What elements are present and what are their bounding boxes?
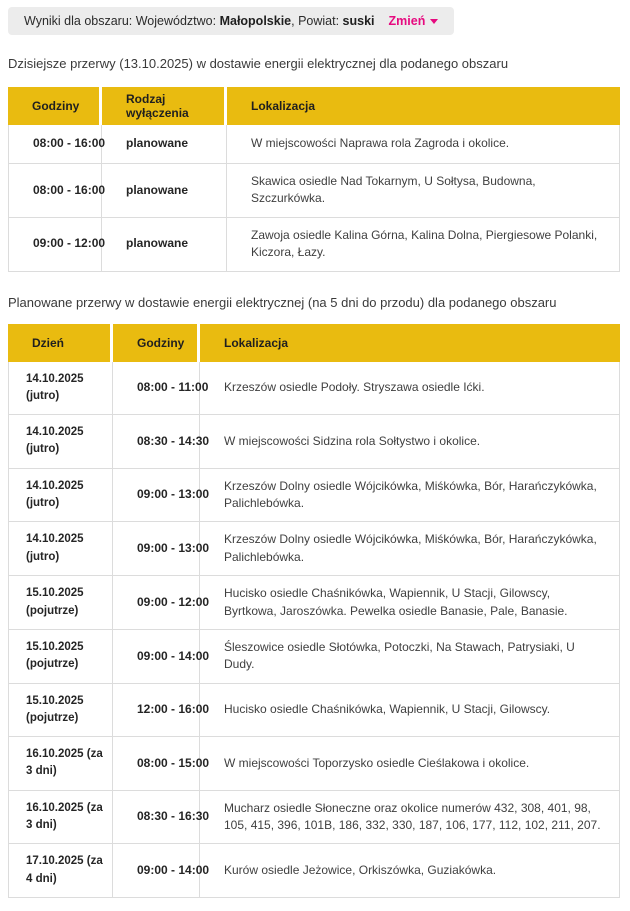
table-row — [8, 684, 620, 738]
cell-hours: 08:00 - 11:00 — [113, 362, 200, 416]
table-row — [8, 218, 620, 272]
cell-outage-type: planowane — [102, 125, 227, 164]
cell-hours: 08:30 - 16:30 — [113, 791, 200, 845]
table-row — [8, 630, 620, 684]
cell-hours: 08:00 - 16:00 — [8, 125, 102, 164]
cell-location: W miejscowości Toporzysko osiedle Cieślakowa i okolice. — [200, 737, 620, 791]
cell-day: 14.10.2025 (jutro) — [8, 362, 113, 416]
change-area-label: Zmień — [388, 14, 426, 28]
cell-day: 14.10.2025 (jutro) — [8, 522, 113, 576]
area-results-bar — [8, 7, 454, 35]
cell-hours: 08:00 - 15:00 — [113, 737, 200, 791]
cell-location: Krzeszów Dolny osiedle Wójcikówka, Miśkówka, Bór, Harańczykówka, Palichlebówka. — [200, 469, 620, 523]
area-bar-text: Wyniki dla obszaru: Województwo: Małopolskie, Powiat: suski — [24, 14, 375, 28]
table-row — [8, 362, 620, 416]
cell-hours: 09:00 - 12:00 — [113, 576, 200, 630]
cell-day: 15.10.2025 (pojutrze) — [8, 576, 113, 630]
table-row — [8, 737, 620, 791]
cell-hours: 09:00 - 12:00 — [8, 218, 102, 272]
today-section-title: Dzisiejsze przerwy (13.10.2025) w dostawie energii elektrycznej dla podanego obszaru — [8, 56, 509, 71]
cell-location: W miejscowości Sidzina rola Sołtystwo i okolice. — [200, 415, 620, 469]
today-table-body — [8, 125, 620, 272]
table-row — [8, 576, 620, 630]
change-area-link[interactable] — [389, 14, 439, 28]
cell-day: 17.10.2025 (za 4 dni) — [8, 844, 113, 898]
cell-location: Śleszowice osiedle Słotówka, Potoczki, Na Stawach, Patrysiaki, U Dudy. — [200, 630, 620, 684]
cell-day: 15.10.2025 (pojutrze) — [8, 630, 113, 684]
table-row — [8, 844, 620, 898]
today-outages-table — [8, 87, 620, 272]
chevron-down-icon — [430, 19, 438, 24]
cell-outage-type: planowane — [102, 218, 227, 272]
cell-hours: 09:00 - 13:00 — [113, 522, 200, 576]
planned-section-title: Planowane przerwy w dostawie energii elektrycznej (na 5 dni do przodu) dla podanego obszaru — [8, 294, 557, 310]
county-value: suski — [342, 14, 375, 28]
cell-hours: 08:00 - 16:00 — [8, 164, 102, 218]
cell-location: Zawoja osiedle Kalina Górna, Kalina Dolna, Piergiesowe Polanki, Kiczora, Łazy. — [227, 218, 620, 272]
cell-hours: 12:00 - 16:00 — [113, 684, 200, 738]
cell-hours: 09:00 - 14:00 — [113, 630, 200, 684]
cell-day: 15.10.2025 (pojutrze) — [8, 684, 113, 738]
planned-table-body — [8, 362, 620, 898]
table-row — [8, 125, 620, 164]
col-header-day: Dzień — [8, 324, 113, 362]
cell-location: Krzeszów osiedle Podoły. Stryszawa osiedle Ićki. — [200, 362, 620, 416]
table-row — [8, 469, 620, 523]
cell-hours: 08:30 - 14:30 — [113, 415, 200, 469]
cell-location: Krzeszów Dolny osiedle Wójcikówka, Miśkówka, Bór, Harańczykówka, Palichlebówka. — [200, 522, 620, 576]
planned-table-header — [8, 324, 620, 362]
voivodeship-value: Małopolskie — [219, 14, 292, 28]
table-row — [8, 522, 620, 576]
cell-location: Hucisko osiedle Chaśnikówka, Wapiennik, U Stacji, Gilowscy. — [200, 684, 620, 738]
cell-location: Kurów osiedle Jeżowice, Orkiszówka, Guziakówka. — [200, 844, 620, 898]
table-row — [8, 164, 620, 218]
col-header-location: Lokalizacja — [227, 87, 620, 125]
cell-hours: 09:00 - 13:00 — [113, 469, 200, 523]
cell-outage-type: planowane — [102, 164, 227, 218]
planned-outages-table — [8, 324, 620, 898]
cell-day: 16.10.2025 (za 3 dni) — [8, 737, 113, 791]
cell-location: W miejscowości Naprawa rola Zagroda i okolice. — [227, 125, 620, 164]
cell-day: 14.10.2025 (jutro) — [8, 469, 113, 523]
table-row — [8, 791, 620, 845]
col-header-type: Rodzaj wyłączenia — [102, 87, 227, 125]
today-table-header — [8, 87, 620, 125]
col-header-hours: Godziny — [113, 324, 200, 362]
cell-location: Mucharz osiedle Słoneczne oraz okolice numerów 432, 308, 401, 98, 105, 415, 396, 101B, 186, 332, 330, 187, 106, 177, 112, 102, 211, 207. — [200, 791, 620, 845]
cell-location: Skawica osiedle Nad Tokarnym, U Sołtysa, Budowna, Szczurkówka. — [227, 164, 620, 218]
cell-day: 16.10.2025 (za 3 dni) — [8, 791, 113, 845]
cell-location: Hucisko osiedle Chaśnikówka, Wapiennik, U Stacji, Gilowscy, Byrtkowa, Jaroszówka. Pewelka osiedle Banasie, Pale, Banasie. — [200, 576, 620, 630]
cell-day: 14.10.2025 (jutro) — [8, 415, 113, 469]
table-row — [8, 415, 620, 469]
cell-hours: 09:00 - 14:00 — [113, 844, 200, 898]
col-header-location: Lokalizacja — [200, 324, 620, 362]
col-header-hours: Godziny — [8, 87, 102, 125]
